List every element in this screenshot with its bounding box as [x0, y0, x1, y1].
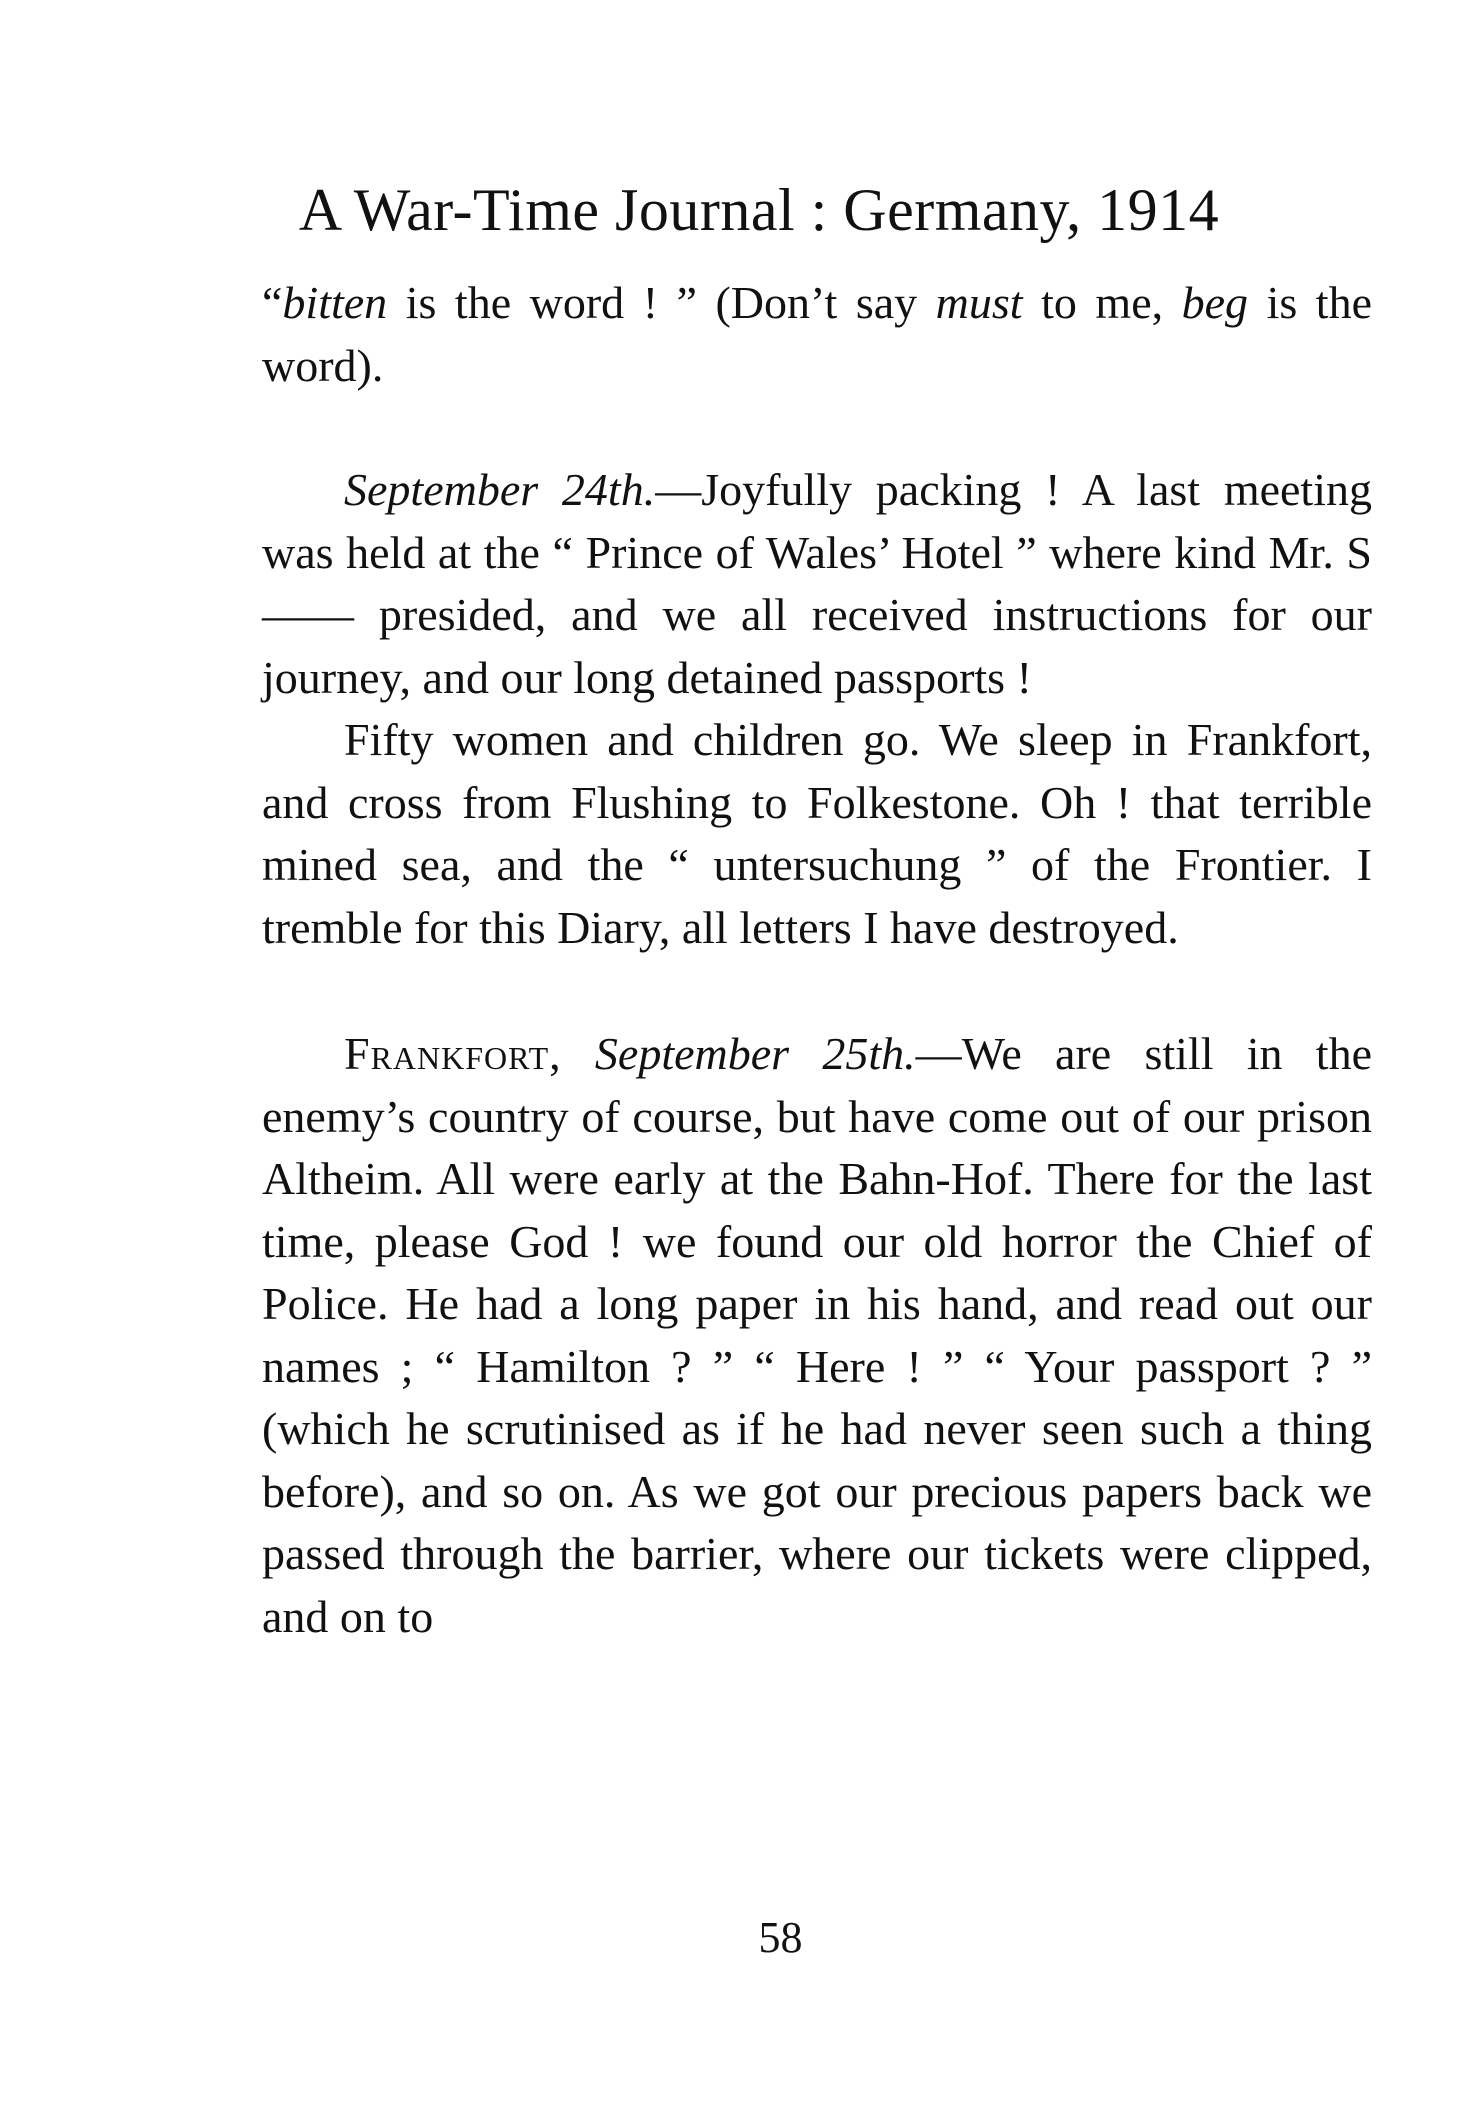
continuation-text-1: is the word ! ” (Don’t say	[387, 277, 936, 328]
page-number-text: 58	[758, 1913, 803, 1962]
entry-text: —We are still in the enemy’s country of course, but have come out of our prison Altheim. All were early at the Bahn-Hof. There for the last time, please God ! we found our old horror the Chief of Police. He had a long paper in his hand, and read out our names ; “ Hamilton ? ” “ Here ! ” “ Your passport ? ” (which he scrutinised as if he had never seen such a thing before), and so on. As we got our precious papers back we passed through the barrier, where our tickets were clipped, and on to	[262, 1028, 1373, 1642]
page-body	[262, 272, 1372, 1648]
paragraph-fifty-women	[262, 709, 1372, 959]
page-number	[0, 1908, 1463, 1968]
continuation-paragraph	[262, 272, 1372, 397]
continuation-text-3: is the word).	[262, 277, 1372, 391]
entry-date: September 24th.	[344, 464, 656, 515]
word-beg: beg	[1181, 277, 1249, 328]
diary-entry-sept-25	[262, 1023, 1372, 1648]
word-must: must	[935, 277, 1023, 328]
running-head	[0, 165, 1463, 255]
open-quote: “	[262, 277, 283, 328]
running-head-text: A War-Time Journal : Germany, 1914	[298, 177, 1220, 243]
paragraph-text: Fifty women and children go. We sleep in Frankfort, and cross from Flushing to Folkestone. Oh ! that terrible mined sea, and the “ untersuchung ” of the Frontier. I tremble for this Diary, all letters I have destroyed.	[262, 714, 1372, 953]
entry-place: Frankfort,	[344, 1028, 562, 1079]
continuation-text-2: to me,	[1022, 277, 1182, 328]
entry-date: September 25th.	[594, 1028, 916, 1079]
diary-entry-sept-24	[262, 459, 1372, 709]
entry-text: —Joyfully packing ! A last meeting was held at the “ Prince of Wales’ Hotel ” where kind Mr. S—— presided, and we all received instructions for our journey, and our long detained passports !	[262, 464, 1372, 703]
word-bitten: bitten	[282, 277, 388, 328]
